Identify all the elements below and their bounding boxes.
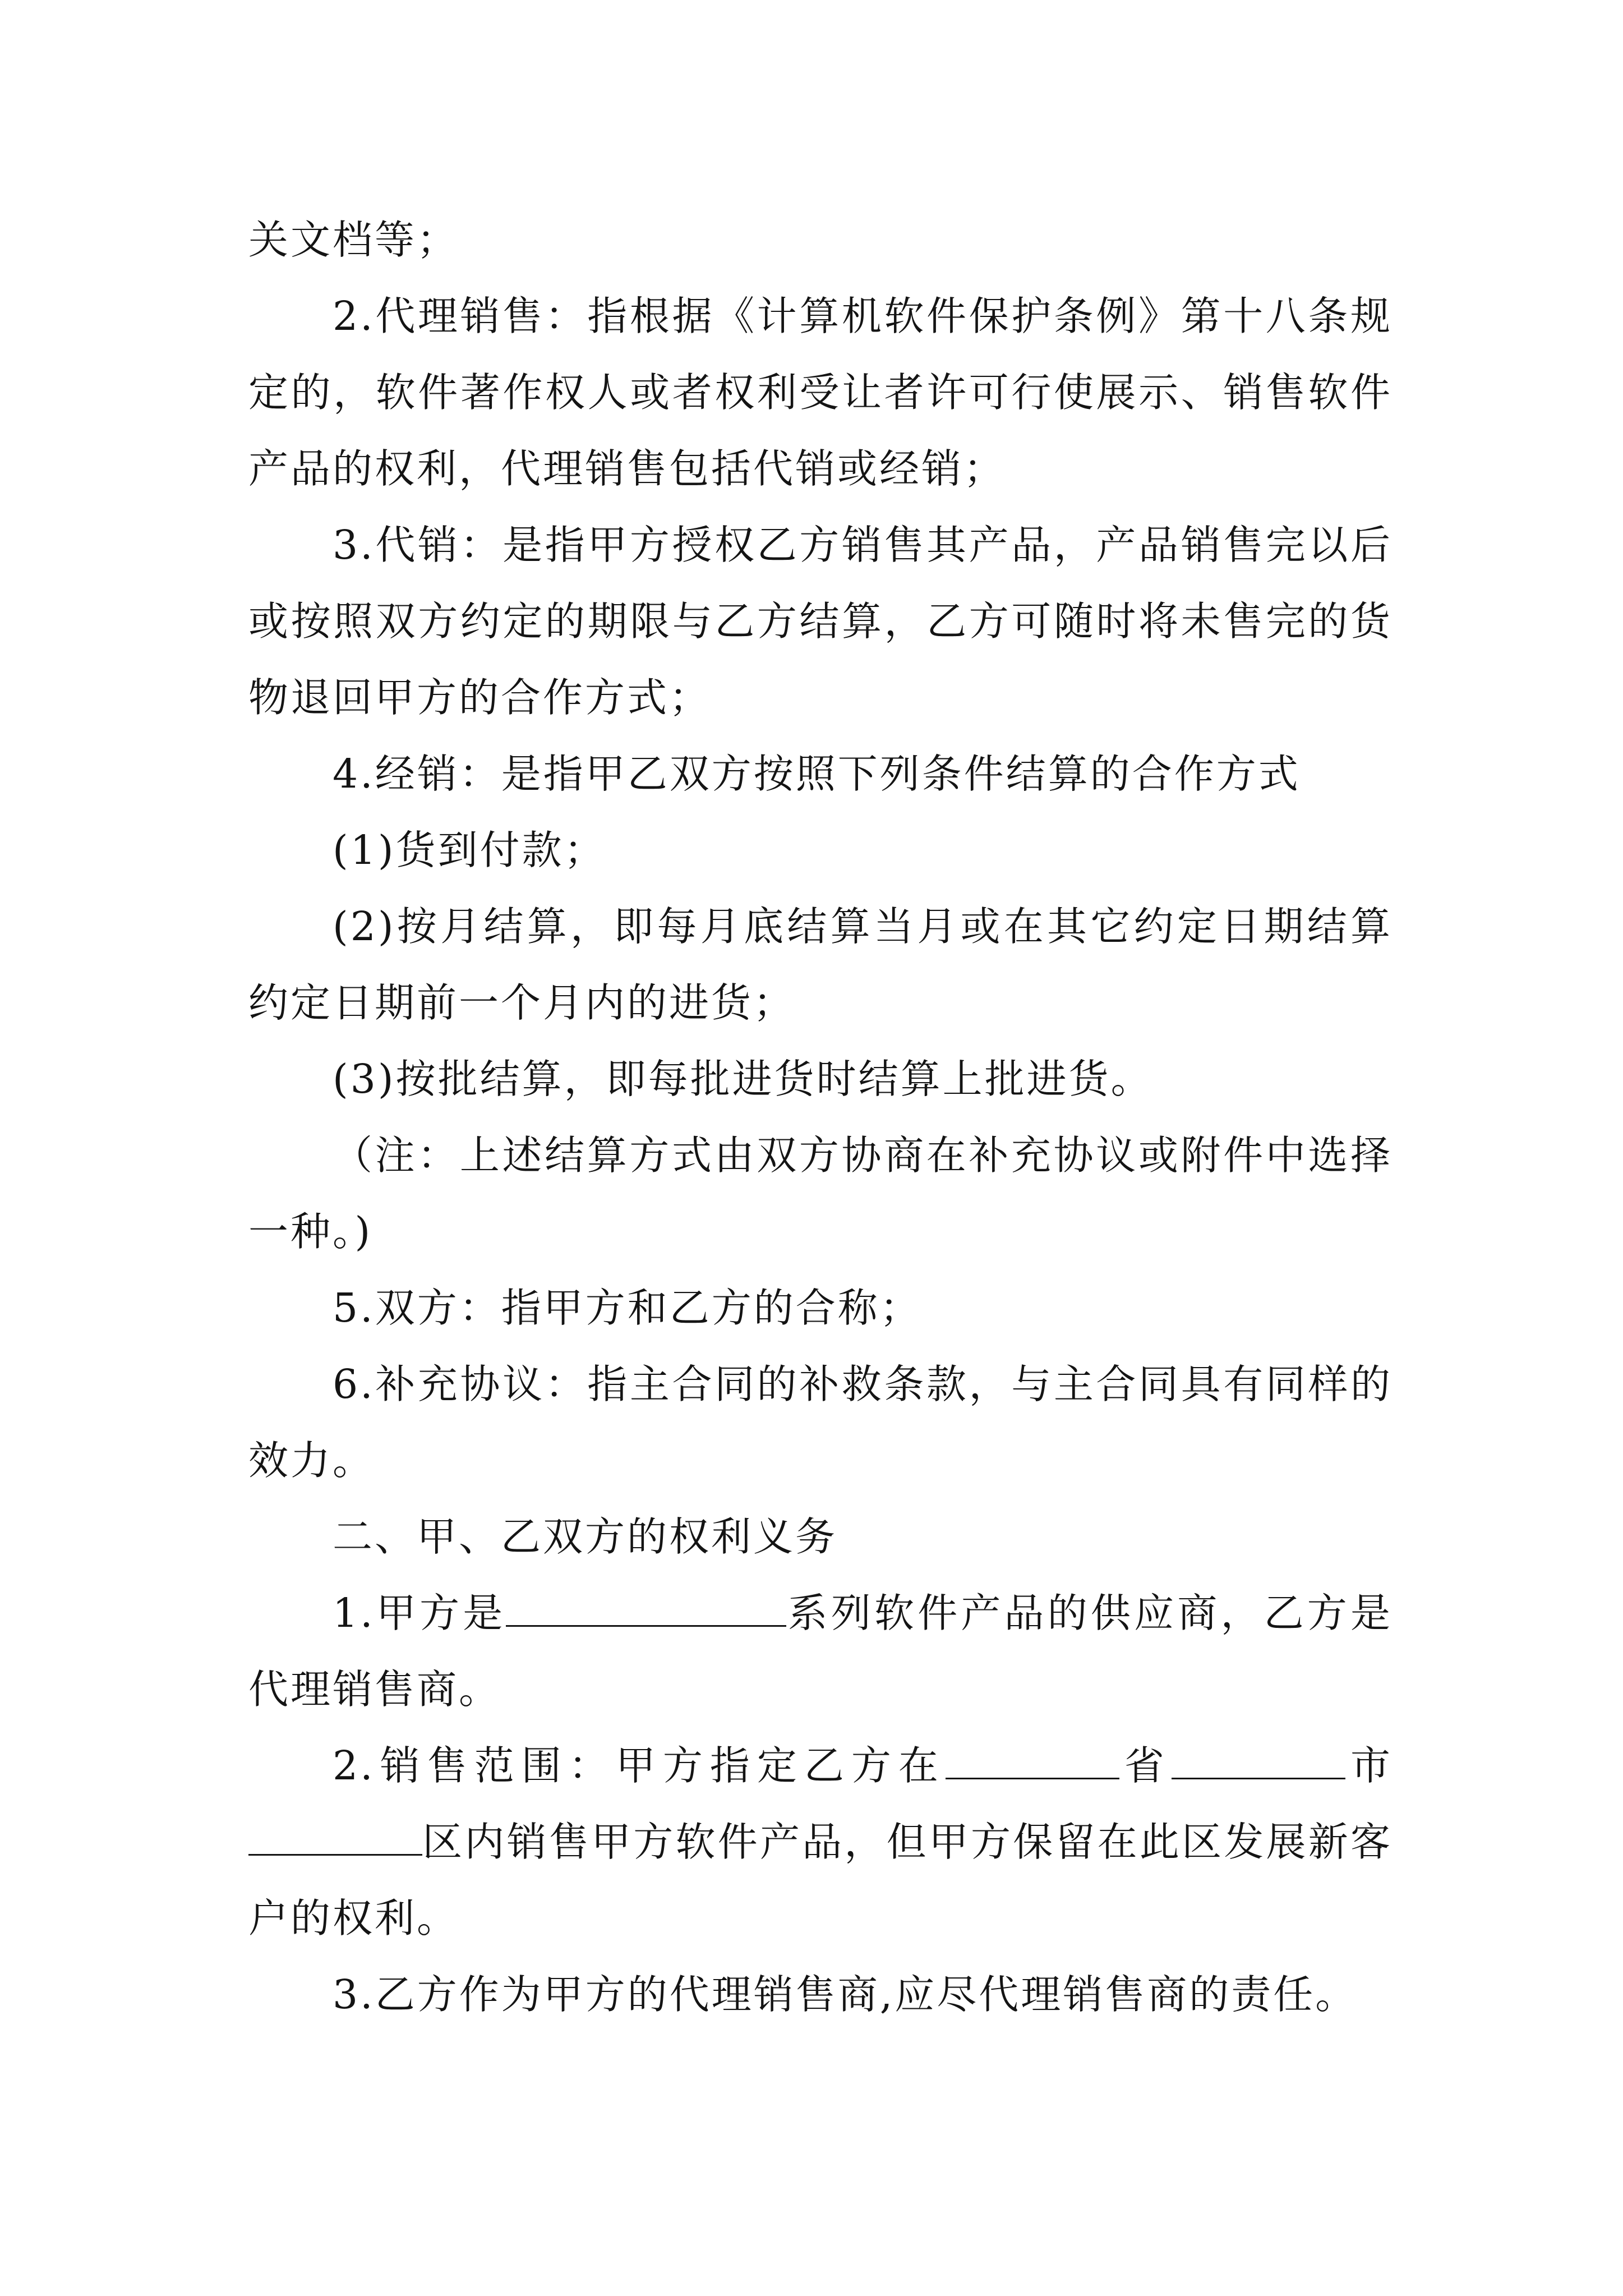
paragraph-supplementary-agreement: 6.补充协议：指主合同的补救条款，与主合同具有同样的效力。 bbox=[248, 1361, 1393, 1484]
paragraph-batch-settlement: (3)按批结算，即每批进货时结算上批进货。 bbox=[333, 1056, 1153, 1102]
sales-scope-part4: 区内销售甲方软件产品，但甲方保留在此区发展新客户的权利。 bbox=[248, 1819, 1393, 1941]
paragraph-settlement-note: （注：上述结算方式由双方协商在补充协议或附件中选择一种。) bbox=[248, 1132, 1393, 1255]
product-series-blank bbox=[506, 1593, 786, 1627]
document-body bbox=[248, 202, 1393, 2033]
supplier-clause-after: 系列软件产品的供应商，乙方是代理销售商。 bbox=[248, 1590, 1393, 1713]
paragraph-supplier-clause bbox=[248, 1575, 1393, 1728]
section-heading-rights-obligations: 二、甲、乙双方的权利义务 bbox=[333, 1513, 838, 1560]
paragraph-sales-scope-clause bbox=[248, 1728, 1393, 1957]
paragraph-agency-sales-definition: 2.代理销售：指根据《计算机软件保护条例》第十八条规定的，软件著作权人或者权利受让者许可行使展示、销售软件产品的权利，代理销售包括代销或经销； bbox=[248, 293, 1393, 492]
paragraph-cash-on-delivery: (1)货到付款； bbox=[333, 827, 606, 873]
paragraph-both-parties-definition: 5.双方：指甲方和乙方的合称； bbox=[333, 1285, 922, 1331]
paragraph-agent-responsibility: 3.乙方作为甲方的代理销售商,应尽代理销售商的责任。 bbox=[333, 1971, 1358, 2018]
province-blank bbox=[946, 1745, 1119, 1779]
sales-scope-province-label: 省 bbox=[1119, 1742, 1172, 1789]
paragraph-related-documents: 关文档等； bbox=[248, 217, 459, 263]
paragraph-distribution-definition: 4.经销：是指甲乙双方按照下列条件结算的合作方式 bbox=[333, 751, 1301, 797]
paragraph-consignment-definition: 3.代销：是指甲方授权乙方销售其产品，产品销售完以后或按照双方约定的期限与乙方结算，乙方可随时将未售完的货物退回甲方的合作方式； bbox=[248, 522, 1393, 721]
district-blank bbox=[248, 1821, 422, 1856]
paragraph-monthly-settlement: (2)按月结算，即每月底结算当月或在其它约定日期结算约定日期前一个月内的进货； bbox=[248, 903, 1393, 1026]
sales-scope-part1: 2.销售范围：甲方指定乙方在 bbox=[333, 1742, 946, 1789]
city-blank bbox=[1172, 1745, 1345, 1779]
sales-scope-city-label: 市 bbox=[1345, 1742, 1393, 1789]
supplier-clause-before: 1.甲方是 bbox=[333, 1590, 506, 1636]
